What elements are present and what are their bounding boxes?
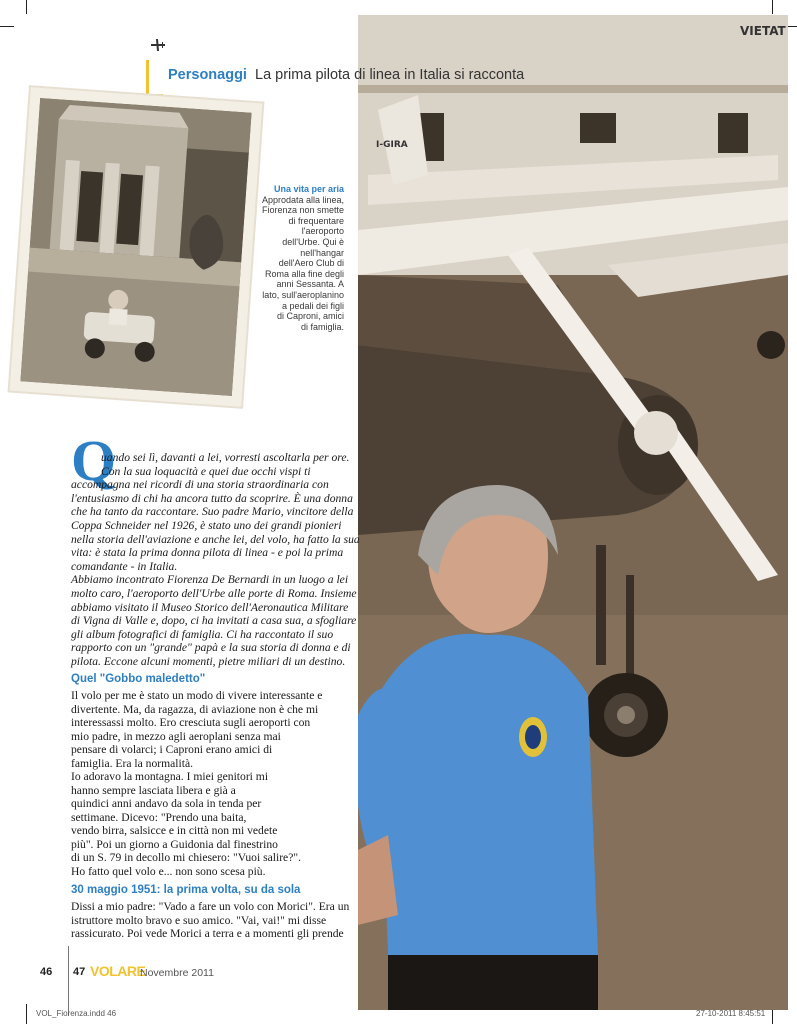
intro-line: molto caro, l'aeroporto dell'Urbe alle porte di Roma. Insieme (71, 586, 357, 600)
crop-mark (772, 0, 773, 14)
villa-child-illustration (20, 98, 251, 396)
tail-code: I-GIRA (376, 140, 408, 150)
body-line: interessassi molto. Ero cresciuta sugli aeroporti con (71, 716, 311, 729)
body-line: Il volo per me è stato un modo di vivere interessante e (71, 689, 323, 702)
vintage-photo (8, 87, 270, 417)
issue-date: Novembre 2011 (140, 967, 214, 979)
intro-line: pilota. Eccone alcuni momenti, pietre miliari di un destino. (71, 654, 346, 668)
intro-line: accompagna nei ricordi di una storia straordinaria con (71, 478, 329, 492)
caption-line: anni Sessanta. A (276, 279, 344, 290)
section-body (71, 689, 341, 878)
caption-line: Roma alla fine degli (264, 268, 344, 279)
page-title: La prima pilota di linea in Italia si racconta (255, 67, 525, 83)
caption-line: di Caproni, amici (276, 311, 344, 322)
caption-line: a pedali dei figli (281, 300, 344, 311)
crop-mark (26, 0, 27, 14)
intro-line: che ha tanto da raccontare. Suo padre Mario, vincitore della (71, 505, 354, 519)
body-line: settimane. Dicevo: "Prendo una baita, (71, 810, 247, 824)
body-line: Ho fatto quel volo e... non sono scesa più. (71, 864, 266, 878)
crop-mark (0, 26, 14, 27)
caption-line: dell'Aero Club di (278, 258, 344, 269)
crop-mark (26, 1004, 27, 1024)
airplane-icon (150, 38, 166, 52)
body-line: di un S. 79 in decollo mi chiesero: "Vuoi salire?". (71, 851, 301, 864)
intro-line: abbiamo visitato il Museo Storico dell'Aeronautica Militare (71, 600, 349, 614)
caption-line: di frequentare (288, 215, 344, 226)
body-line: divertente. Ma, da ragazza, di aviazione non è che mi (71, 702, 319, 716)
hero-photo (358, 15, 788, 1010)
intro-line: vita: è stata la prima donna pilota di linea - e poi la prima (71, 546, 344, 560)
hangar-sign: VIETAT (740, 24, 786, 38)
body-line: Dissi a mio padre: "Vado a fare un volo con Morici". Era un (71, 900, 350, 913)
intro-paragraph (71, 451, 371, 669)
section-label: Personaggi (168, 67, 247, 83)
body-line: hanno sempre lasciata libera e già a (71, 783, 236, 797)
intro-line: Coppa Schneider nel 1926, è stato uno dei grandi pionieri (71, 518, 342, 532)
body-line: famiglia. Era la normalità. (71, 756, 194, 770)
page-header (168, 67, 524, 83)
section-body (71, 900, 371, 941)
caption-line: di famiglia. (300, 321, 344, 332)
caption-line: nell'hangar (300, 247, 344, 258)
intro-line: gli album fotografici di famiglia. Ci ha raccontato il suo (71, 627, 334, 641)
page-number-right: 47 (73, 966, 86, 978)
intro-line: uando sei lì, davanti a lei, vorresti ascoltarla per ore. (101, 451, 350, 464)
caption-line: lato, sull'aeroplanino (262, 289, 344, 300)
body-line: quindici anni andavo da sola in tenda per (71, 797, 262, 810)
caption-title: Una vita per aria (273, 184, 344, 194)
caption-line: dell'Urbe. Qui è (282, 236, 344, 247)
section-heading: Quel "Gobbo maledetto" (71, 673, 206, 685)
body-line: pensare di volarci; i Caproni erano amici di (71, 743, 273, 756)
body-line: Io adoravo la montagna. I miei genitori mi (71, 770, 269, 783)
body-line: più". Poi un giorno a Guidonia dal finestrino (71, 837, 278, 851)
intro-line: nella storia dell'aviazione e anche lei, del volo, ha fatto la sua (71, 532, 360, 546)
body-line: istruttore molto bravo e suo amico. "Vai, vai!" mi disse (71, 913, 327, 927)
page-number-left: 46 (40, 966, 53, 978)
timestamp-slug: 27-10-2011 8:45:51 (696, 1009, 766, 1018)
magazine-logo: VOLARE (90, 963, 146, 979)
file-slug: VOL_Fiorenza.indd 46 (36, 1009, 117, 1018)
caption-line: Approdata alla linea, (261, 194, 344, 205)
section-heading: 30 maggio 1951: la prima volta, su da sola (71, 884, 301, 896)
body-line: vendo birra, salsicce e in città non mi vedete (71, 824, 278, 837)
intro-line: comandante - in Italia. (71, 559, 178, 573)
intro-line: Con la sua loquacità e quei due occhi vispi ti (101, 464, 311, 478)
drop-cap: Q (71, 428, 117, 493)
intro-line: rapporto con un "grande" papà e la sua storia di donna e di (71, 641, 351, 655)
caption-line: l'aeroporto (301, 226, 344, 237)
caption-line: Fiorenza non smette (261, 205, 344, 216)
intro-line: l'entusiasmo di chi ha ancora tutto da scoprire. È una donna (71, 491, 353, 505)
hangar-aircraft-illustration (358, 15, 788, 1010)
intro-line: di Vigna di Valle e, dopo, ci ha invitati a casa sua, a sfogliare (71, 614, 357, 628)
page-number-divider (68, 946, 69, 1016)
photo-caption (240, 184, 344, 332)
body-line: mio padre, in mezzo agli aeroplani senza mai (71, 729, 281, 743)
intro-line: Abbiamo incontrato Fiorenza De Bernardi in un luogo a lei (71, 573, 349, 587)
body-line: rassicurato. Poi vede Morici a terra e a momenti gli prende (71, 927, 344, 940)
